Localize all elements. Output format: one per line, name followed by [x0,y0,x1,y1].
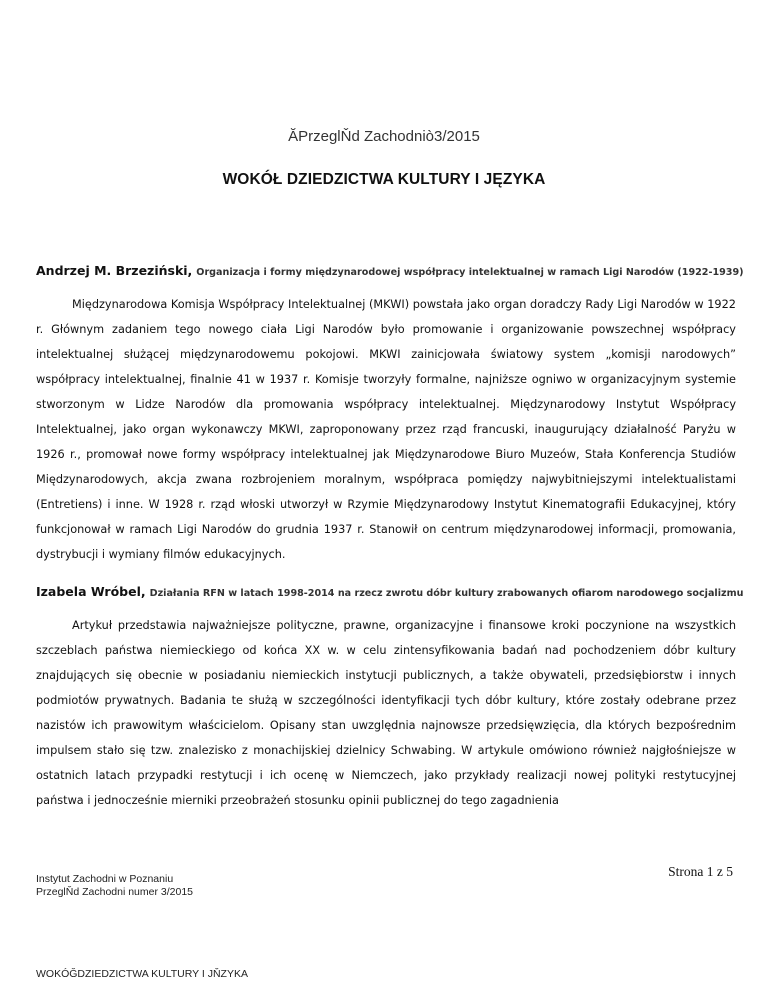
article-heading [36,262,744,282]
article-author: Andrzej M. Brzeziński, [36,263,193,278]
article-entry [36,583,744,813]
article-abstract: Międzynarodowa Komisja Współpracy Intelektualnej (MKWI) powstała jako organ doradczy Rady Ligi Narodów w 1922 r. Głównym zadaniem tego nowego ciała Ligi Narodów było promowanie i organizowanie powszechnej współpracy intelektualnej służącej międzynarodowemu pokojowi. MKWI zainicjowała światowy system „komisji narodowych” współpracy intelektualnej, finalnie 41 w 1937 r. Komisje tworzyły formalne, najniższe ogniwo w organizacyjnym systemie stworzonym w Lidze Narodów dla promowania współpracy intelektualnej. Międzynarodowy Instytut Współpracy Intelektualnej, jako organ wykonawczy MKWI, zaproponowany przez rząd francuski, inaugurujący działalność Paryżu w 1926 r., promował nowe formy współpracy intelektualnej jak Międzynarodowe Biuro Muzeów, Stała Konferencja Studiów Międzynarodowych, akcja zwana rozbrojeniem moralnym, współpraca pomiędzy najwybitniejszymi intelektualistami (Entretiens) i inne. W 1928 r. rząd włoski utworzył w Rzymie Międzynarodowy Instytut Kinematografii Edukacyjnej, który funkcjonował w ramach Ligi Narodów do grudnia 1937 r. Stanowił on centrum międzynarodowej informacji, promowania, dystrybucji i wymiany filmów edukacyjnych. [36,298,736,561]
footer-institute: Instytut Zachodni w Poznaniu [36,873,174,885]
article-heading [36,583,744,603]
footer-issue: PrzeglŇd Zachodni numer 3/2015 [36,886,194,898]
footer-running-section: WOKÓĞDZIEDZICTWA KULTURY I JŇZYKA [36,968,248,980]
footer-publisher [36,873,193,899]
article-entry [36,262,744,567]
article-author: Izabela Wróbel, [36,584,146,599]
running-header: ĂPrzeglŇd Zachodniò3/2015 [288,128,480,145]
article-abstract: Artykuł przedstawia najważniejsze polityczne, prawne, organizacyjne i finansowe kroki poczynione na wszystkich szczeblach państwa niemieckiego od końca XX w. w celu zintensyfikowania badań nad pochodzeniem dóbr kultury znajdujących się obecnie w posiadaniu niemieckich instytucji publicznych, a także obywateli, przedsiębiorstw i innych podmiotów prywatnych. Badania te służą w szczególności identyfikacji tych dóbr kultury, które zostały odebrane przez nazistów ich prawowitym właścicielom. Opisany stan uwzględnia najnowsze przedsięwzięcia, dla których bezpośrednim impulsem stało się tzw. znalezisko z monachijskiej dzielnicy Schwabing. W artykule omówiono również najgłośniejsze w ostatnich latach przypadki restytucji i ich ocenę w Niemczech, jako przykłady realizacji nowej polityki restytucyjnej państwa i jednocześnie mierniki przeobrażeń stosunku opinii publicznej do tego zagadnienia [36,619,736,807]
article-title: Organizacja i formy międzynarodowej współpracy intelektualnej w ramach Ligi Narodów (1922-1939) [196,267,744,278]
section-title: WOKÓŁ DZIEDZICTWA KULTURY I JĘZYKA [222,171,546,188]
page-number: Strona 1 z 5 [668,864,733,879]
article-title: Działania RFN w latach 1998-2014 na rzecz zwrotu dóbr kultury zrabowanych ofiarom narodowego socjalizmu [149,588,744,599]
